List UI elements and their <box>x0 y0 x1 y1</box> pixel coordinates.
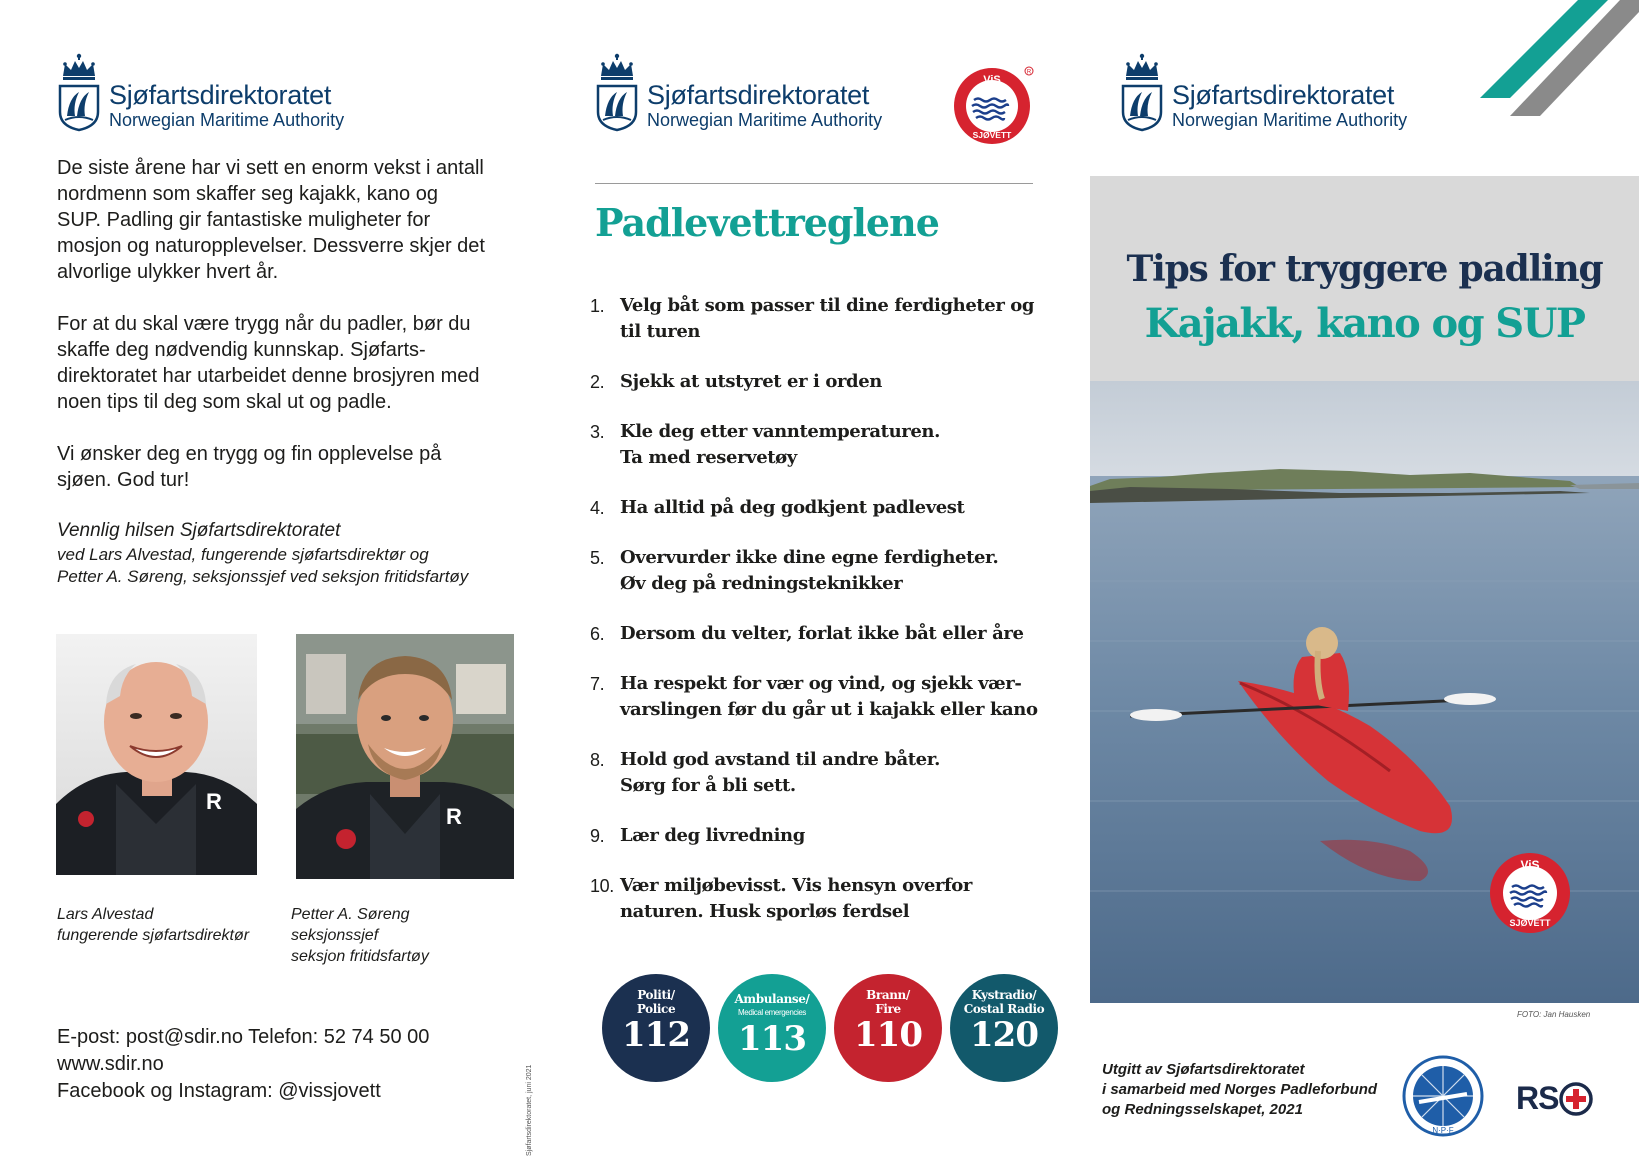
decorative-stripes <box>1480 0 1639 120</box>
rs-cross-icon <box>1558 1081 1594 1117</box>
vis-sjovett-badge <box>952 64 1034 151</box>
caption-person2 <box>291 904 429 967</box>
rule-number: 9. <box>590 826 605 846</box>
logo-subtitle: Norwegian Maritime Authority <box>109 110 345 130</box>
rule-item <box>590 369 1040 395</box>
rule-line: Sørg for å bli sett. <box>620 775 796 796</box>
emergency-label: Brann/ Fire <box>866 988 910 1016</box>
published-by <box>1102 1060 1402 1120</box>
rule-item <box>590 873 1040 925</box>
rule-text <box>620 747 1040 799</box>
rule-line: Øv deg på redningsteknikker <box>620 573 903 594</box>
tips-title: Tips for tryggere padling <box>1126 248 1603 290</box>
rule-line: Sjekk at utstyret er i orden <box>620 371 882 392</box>
logo-name: Sjøfartsdirektoratet <box>109 80 332 110</box>
svg-text:R: R <box>1026 69 1032 76</box>
rule-line: varslingen før du går ut i kajakk eller kano <box>620 699 1038 720</box>
caption-person1 <box>57 904 249 946</box>
svg-text:N·P·F: N·P·F <box>1432 1126 1454 1135</box>
rule-text <box>620 495 1040 521</box>
emergency-circle <box>950 974 1058 1082</box>
rule-line: Ha respekt for vær og vind, og sjekk vær- <box>620 673 1022 694</box>
published-line: i samarbeid med Norges Padleforbund <box>1102 1081 1378 1098</box>
emergency-circle <box>718 974 826 1082</box>
rule-number: 8. <box>590 750 605 770</box>
print-note <box>518 1036 533 1156</box>
middle-panel <box>545 0 1090 1167</box>
rule-item <box>590 747 1040 799</box>
rule-text <box>620 823 1040 849</box>
rule-item <box>590 419 1040 471</box>
rule-text <box>620 621 1040 647</box>
caption-name: Lars Alvestad <box>57 906 154 923</box>
crown-shield-icon <box>57 52 101 132</box>
emergency-circle <box>602 974 710 1082</box>
intro-text <box>57 155 487 519</box>
rule-line: Lær deg livredning <box>620 825 805 846</box>
photo-credit: FOTO: Jan Hausken <box>1517 1010 1591 1019</box>
sdir-logo <box>595 52 882 132</box>
logo-subtitle: Norwegian Maritime Authority <box>1172 110 1408 130</box>
emergency-sublabel: Medical emergencies <box>738 1008 806 1017</box>
svg-text:SJØVETT: SJØVETT <box>1509 918 1551 928</box>
rule-number: 7. <box>590 674 605 694</box>
rule-line: Dersom du velter, forlat ikke båt eller åre <box>620 623 1024 644</box>
rule-text <box>620 873 1040 925</box>
rule-line: Velg båt som passer til dine ferdigheter og <box>620 295 1035 316</box>
rule-item <box>590 823 1040 849</box>
rule-line: Vær miljøbevisst. Vis hensyn overfor <box>620 875 972 896</box>
logo-name: Sjøfartsdirektoratet <box>1172 80 1395 110</box>
svg-text:R: R <box>206 789 222 814</box>
emergency-circle <box>834 974 942 1082</box>
emergency-number: 110 <box>854 1015 922 1055</box>
logo-subtitle: Norwegian Maritime Authority <box>647 110 883 130</box>
portrait-lars-alvestad <box>56 634 257 875</box>
rule-item <box>590 621 1040 647</box>
rule-text <box>620 545 1040 597</box>
rule-line: Hold god avstand til andre båter. <box>620 749 941 770</box>
svg-text:R: R <box>446 804 462 829</box>
greeting-line: Vennlig hilsen Sjøfartsdirektoratet <box>57 520 341 541</box>
rule-text <box>620 671 1040 723</box>
greeting-line: ved Lars Alvestad, fungerende sjøfartsdirektør og <box>57 545 429 564</box>
greeting-line: Petter A. Søreng, seksjonssjef ved seksjon fritidsfartøy <box>57 567 469 586</box>
crown-shield-icon <box>1120 52 1164 132</box>
print-note-text: Sjøfartsdirektoratet, juni 2021 <box>526 1064 533 1156</box>
rule-line: til turen <box>620 321 701 342</box>
rule-number: 2. <box>590 372 605 392</box>
npf-logo <box>1401 1054 1485 1138</box>
published-line: og Redningsselskapet, 2021 <box>1102 1101 1303 1118</box>
rule-line: Ha alltid på deg godkjent padlevest <box>620 497 965 518</box>
divider <box>595 183 1033 184</box>
emergency-label: Kystradio/ Costal Radio <box>963 988 1045 1016</box>
rs-label: RS <box>1516 1080 1559 1116</box>
kayak-photo <box>1090 381 1639 1003</box>
rule-item <box>590 293 1040 345</box>
rule-line: naturen. Husk sporløs ferdsel <box>620 901 910 922</box>
rule-number: 5. <box>590 548 605 568</box>
rule-number: 1. <box>590 296 605 316</box>
sdir-logo <box>1120 52 1407 132</box>
emergency-numbers <box>602 974 1066 1082</box>
published-line: Utgitt av Sjøfartsdirektoratet <box>1102 1061 1305 1078</box>
contact-email-phone: E-post: post@sdir.no Telefon: 52 74 50 00 <box>57 1026 430 1048</box>
right-panel <box>1090 0 1639 1167</box>
svg-text:ViS: ViS <box>983 74 1001 86</box>
greeting <box>57 518 507 588</box>
svg-text:ViS: ViS <box>1520 858 1540 872</box>
contact-website: www.sdir.no <box>57 1053 164 1075</box>
rule-item <box>590 671 1040 723</box>
rule-number: 6. <box>590 624 605 644</box>
sdir-logo <box>57 52 344 132</box>
padlevett-title: Padlevettreglene <box>595 200 939 245</box>
caption-title: fungerende sjøfartsdirektør <box>57 927 250 944</box>
rule-text <box>620 419 1040 471</box>
emergency-label: Ambulanse/ <box>734 992 810 1006</box>
caption-title: seksjonssjef <box>291 927 379 944</box>
rule-item <box>590 495 1040 521</box>
intro-paragraph: De siste årene har vi sett en enorm vekst i antall nordmenn som skaffer seg kajakk, kano og SUP. Padling gir fantastiske muligheter for mosjon og naturopplevelser. Dessverre skjer det alvorlige ulykker hvert år. <box>57 157 485 283</box>
rule-text <box>620 293 1040 345</box>
rule-number: 3. <box>590 422 605 442</box>
rule-line: Overvurder ikke dine egne ferdigheter. <box>620 547 999 568</box>
rs-logo <box>1516 1080 1594 1117</box>
contact-info <box>57 1024 429 1105</box>
main-title: Kajakk, kano og SUP <box>1144 300 1585 347</box>
rule-text <box>620 369 1040 395</box>
contact-social: Facebook og Instagram: @vissjovett <box>57 1080 381 1102</box>
logo-name: Sjøfartsdirektoratet <box>647 80 870 110</box>
caption-name: Petter A. Søreng <box>291 906 410 923</box>
emergency-number: 113 <box>738 1019 806 1059</box>
rules-list <box>590 293 1040 949</box>
svg-text:SJØVETT: SJØVETT <box>972 130 1012 140</box>
intro-paragraph: Vi ønsker deg en trygg og fin opplevelse på sjøen. God tur! <box>57 443 442 491</box>
caption-title: seksjon fritidsfartøy <box>291 948 429 965</box>
rule-line: Kle deg etter vanntemperaturen. <box>620 421 940 442</box>
rule-number: 4. <box>590 498 605 518</box>
emergency-label: Politi/ Police <box>636 988 676 1016</box>
rule-item <box>590 545 1040 597</box>
portrait-petter-soreng <box>296 634 514 879</box>
rule-number: 10. <box>590 876 614 896</box>
rule-line: Ta med reservetøy <box>620 447 797 468</box>
emergency-number: 112 <box>622 1015 690 1055</box>
intro-paragraph: For at du skal være trygg når du padler, bør du skaffe deg nødvendig kunnskap. Sjøfarts-direktoratet har utarbeidet denne brosjyren med noen tips til deg som skal ut og padle. <box>57 313 480 413</box>
crown-shield-icon <box>595 52 639 132</box>
emergency-number: 120 <box>970 1015 1038 1055</box>
left-panel <box>0 0 545 1167</box>
